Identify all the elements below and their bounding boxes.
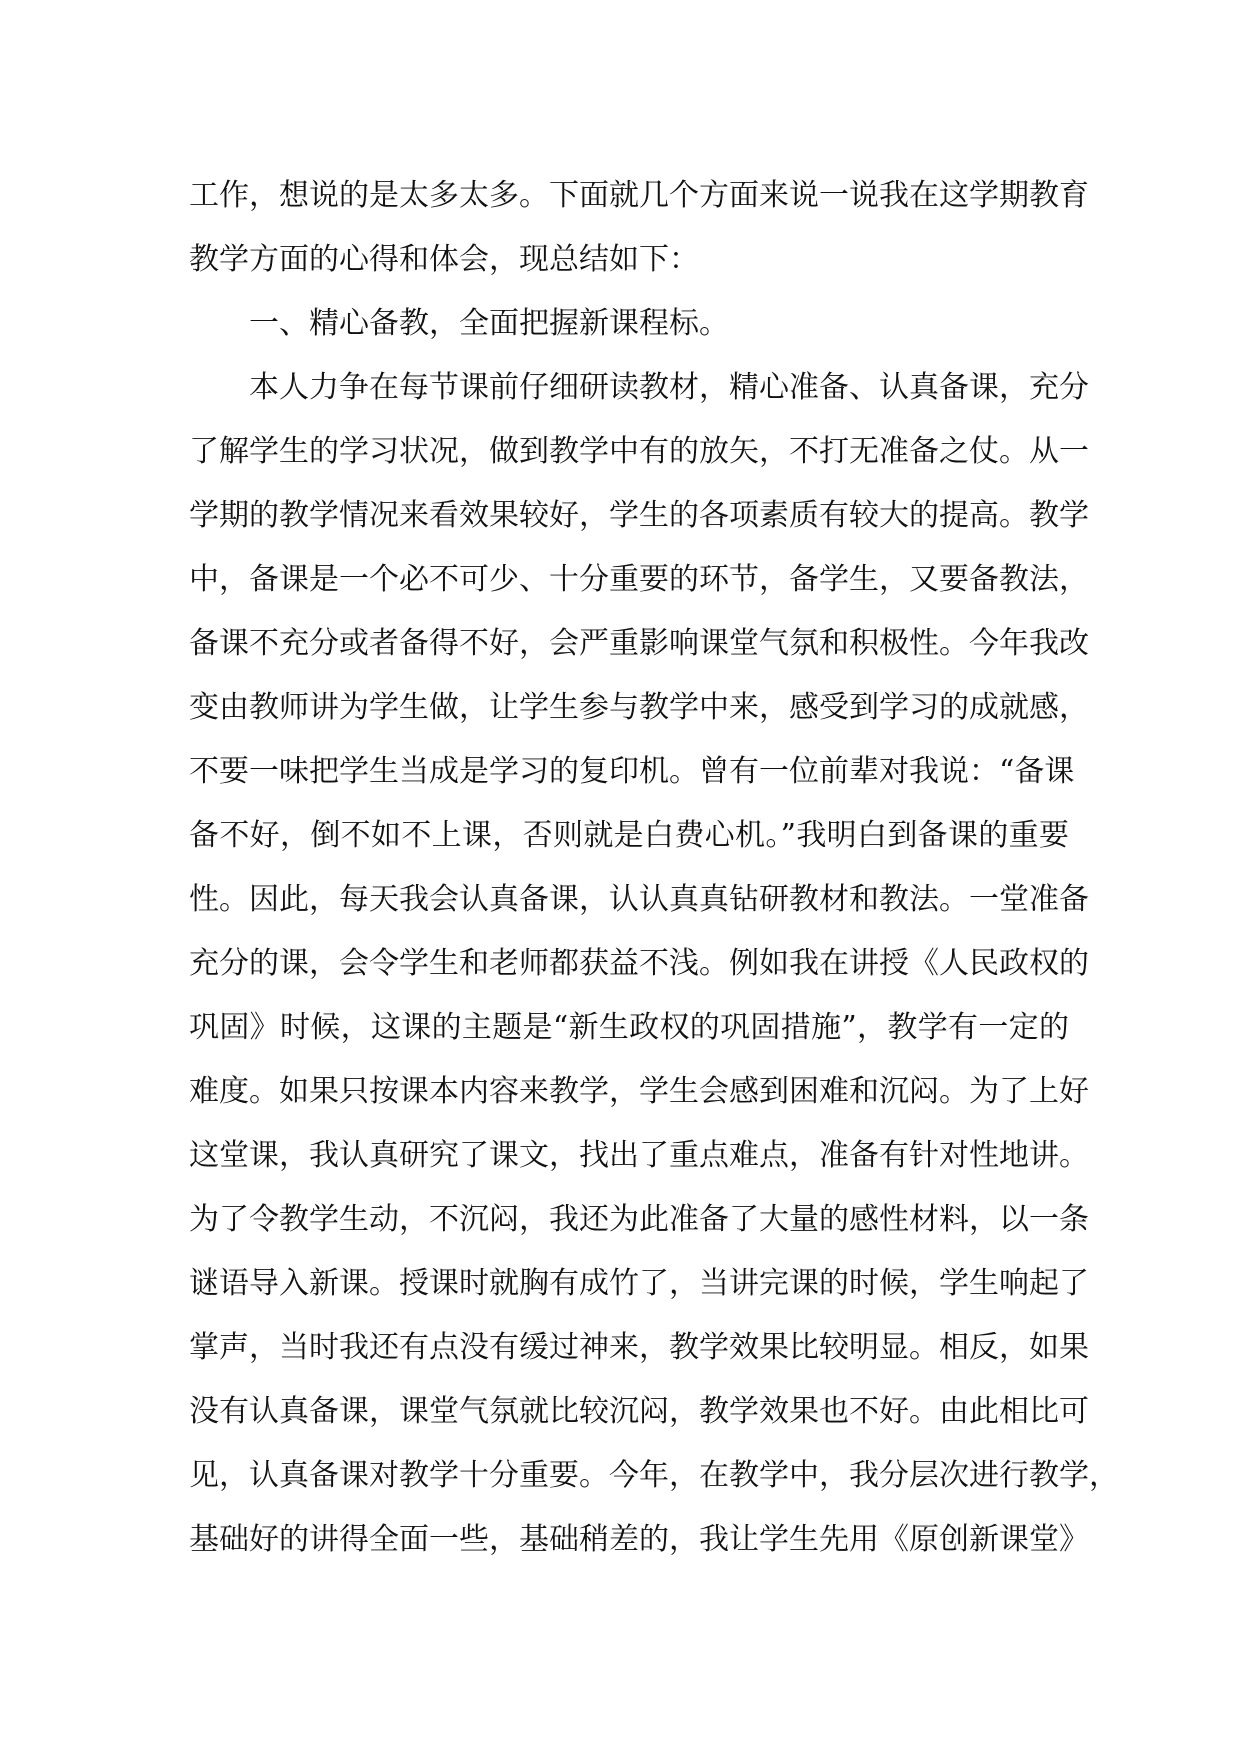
text-line: 为了令教学生动，不沉闷，我还为此准备了大量的感性材料，以一条	[189, 1202, 1089, 1237]
text-line: 备不好，倒不如不上课，否则就是白费心机。”我明白到备课的重要	[189, 818, 1069, 853]
paragraph-first-line: 本人力争在每节课前仔细研读教材，精心准备、认真备课，充分	[249, 370, 1089, 405]
document-body	[189, 164, 1119, 1572]
text-line: 巩固》时候，这课的主题是“新生政权的巩固措施”，教学有一定的	[189, 1010, 1069, 1045]
text-line: 教学方面的心得和体会，现总结如下：	[189, 242, 699, 277]
section-heading: 一、精心备教，全面把握新课程标。	[249, 306, 729, 341]
text-line: 见，认真备课对教学十分重要。今年，在教学中，我分层次进行教学，	[189, 1458, 1119, 1493]
text-line: 基础好的讲得全面一些，基础稍差的，我让学生先用《原创新课堂》	[189, 1522, 1089, 1557]
text-line: 掌声，当时我还有点没有缓过神来，教学效果比较明显。相反，如果	[189, 1330, 1089, 1365]
text-line: 谜语导入新课。授课时就胸有成竹了，当讲完课的时候，学生响起了	[189, 1266, 1089, 1301]
text-line: 性。因此，每天我会认真备课，认认真真钻研教材和教法。一堂准备	[189, 882, 1089, 917]
text-line: 这堂课，我认真研究了课文，找出了重点难点，准备有针对性地讲。	[189, 1138, 1089, 1173]
text-line: 没有认真备课，课堂气氛就比较沉闷，教学效果也不好。由此相比可	[189, 1394, 1089, 1429]
text-line: 变由教师讲为学生做，让学生参与教学中来，感受到学习的成就感，	[189, 690, 1089, 725]
text-line: 备课不充分或者备得不好，会严重影响课堂气氛和积极性。今年我改	[189, 626, 1089, 661]
text-line: 难度。如果只按课本内容来教学，学生会感到困难和沉闷。为了上好	[189, 1074, 1089, 1109]
text-line: 了解学生的学习状况，做到教学中有的放矢，不打无准备之仗。从一	[189, 434, 1089, 469]
text-line: 不要一味把学生当成是学习的复印机。曾有一位前辈对我说：“备课	[189, 754, 1075, 789]
text-line: 工作，想说的是太多太多。下面就几个方面来说一说我在这学期教育	[189, 178, 1089, 213]
text-line: 中，备课是一个必不可少、十分重要的环节，备学生，又要备教法，	[189, 562, 1089, 597]
text-line: 学期的教学情况来看效果较好，学生的各项素质有较大的提高。教学	[189, 498, 1089, 533]
text-line: 充分的课，会令学生和老师都获益不浅。例如我在讲授《人民政权的	[189, 946, 1089, 981]
